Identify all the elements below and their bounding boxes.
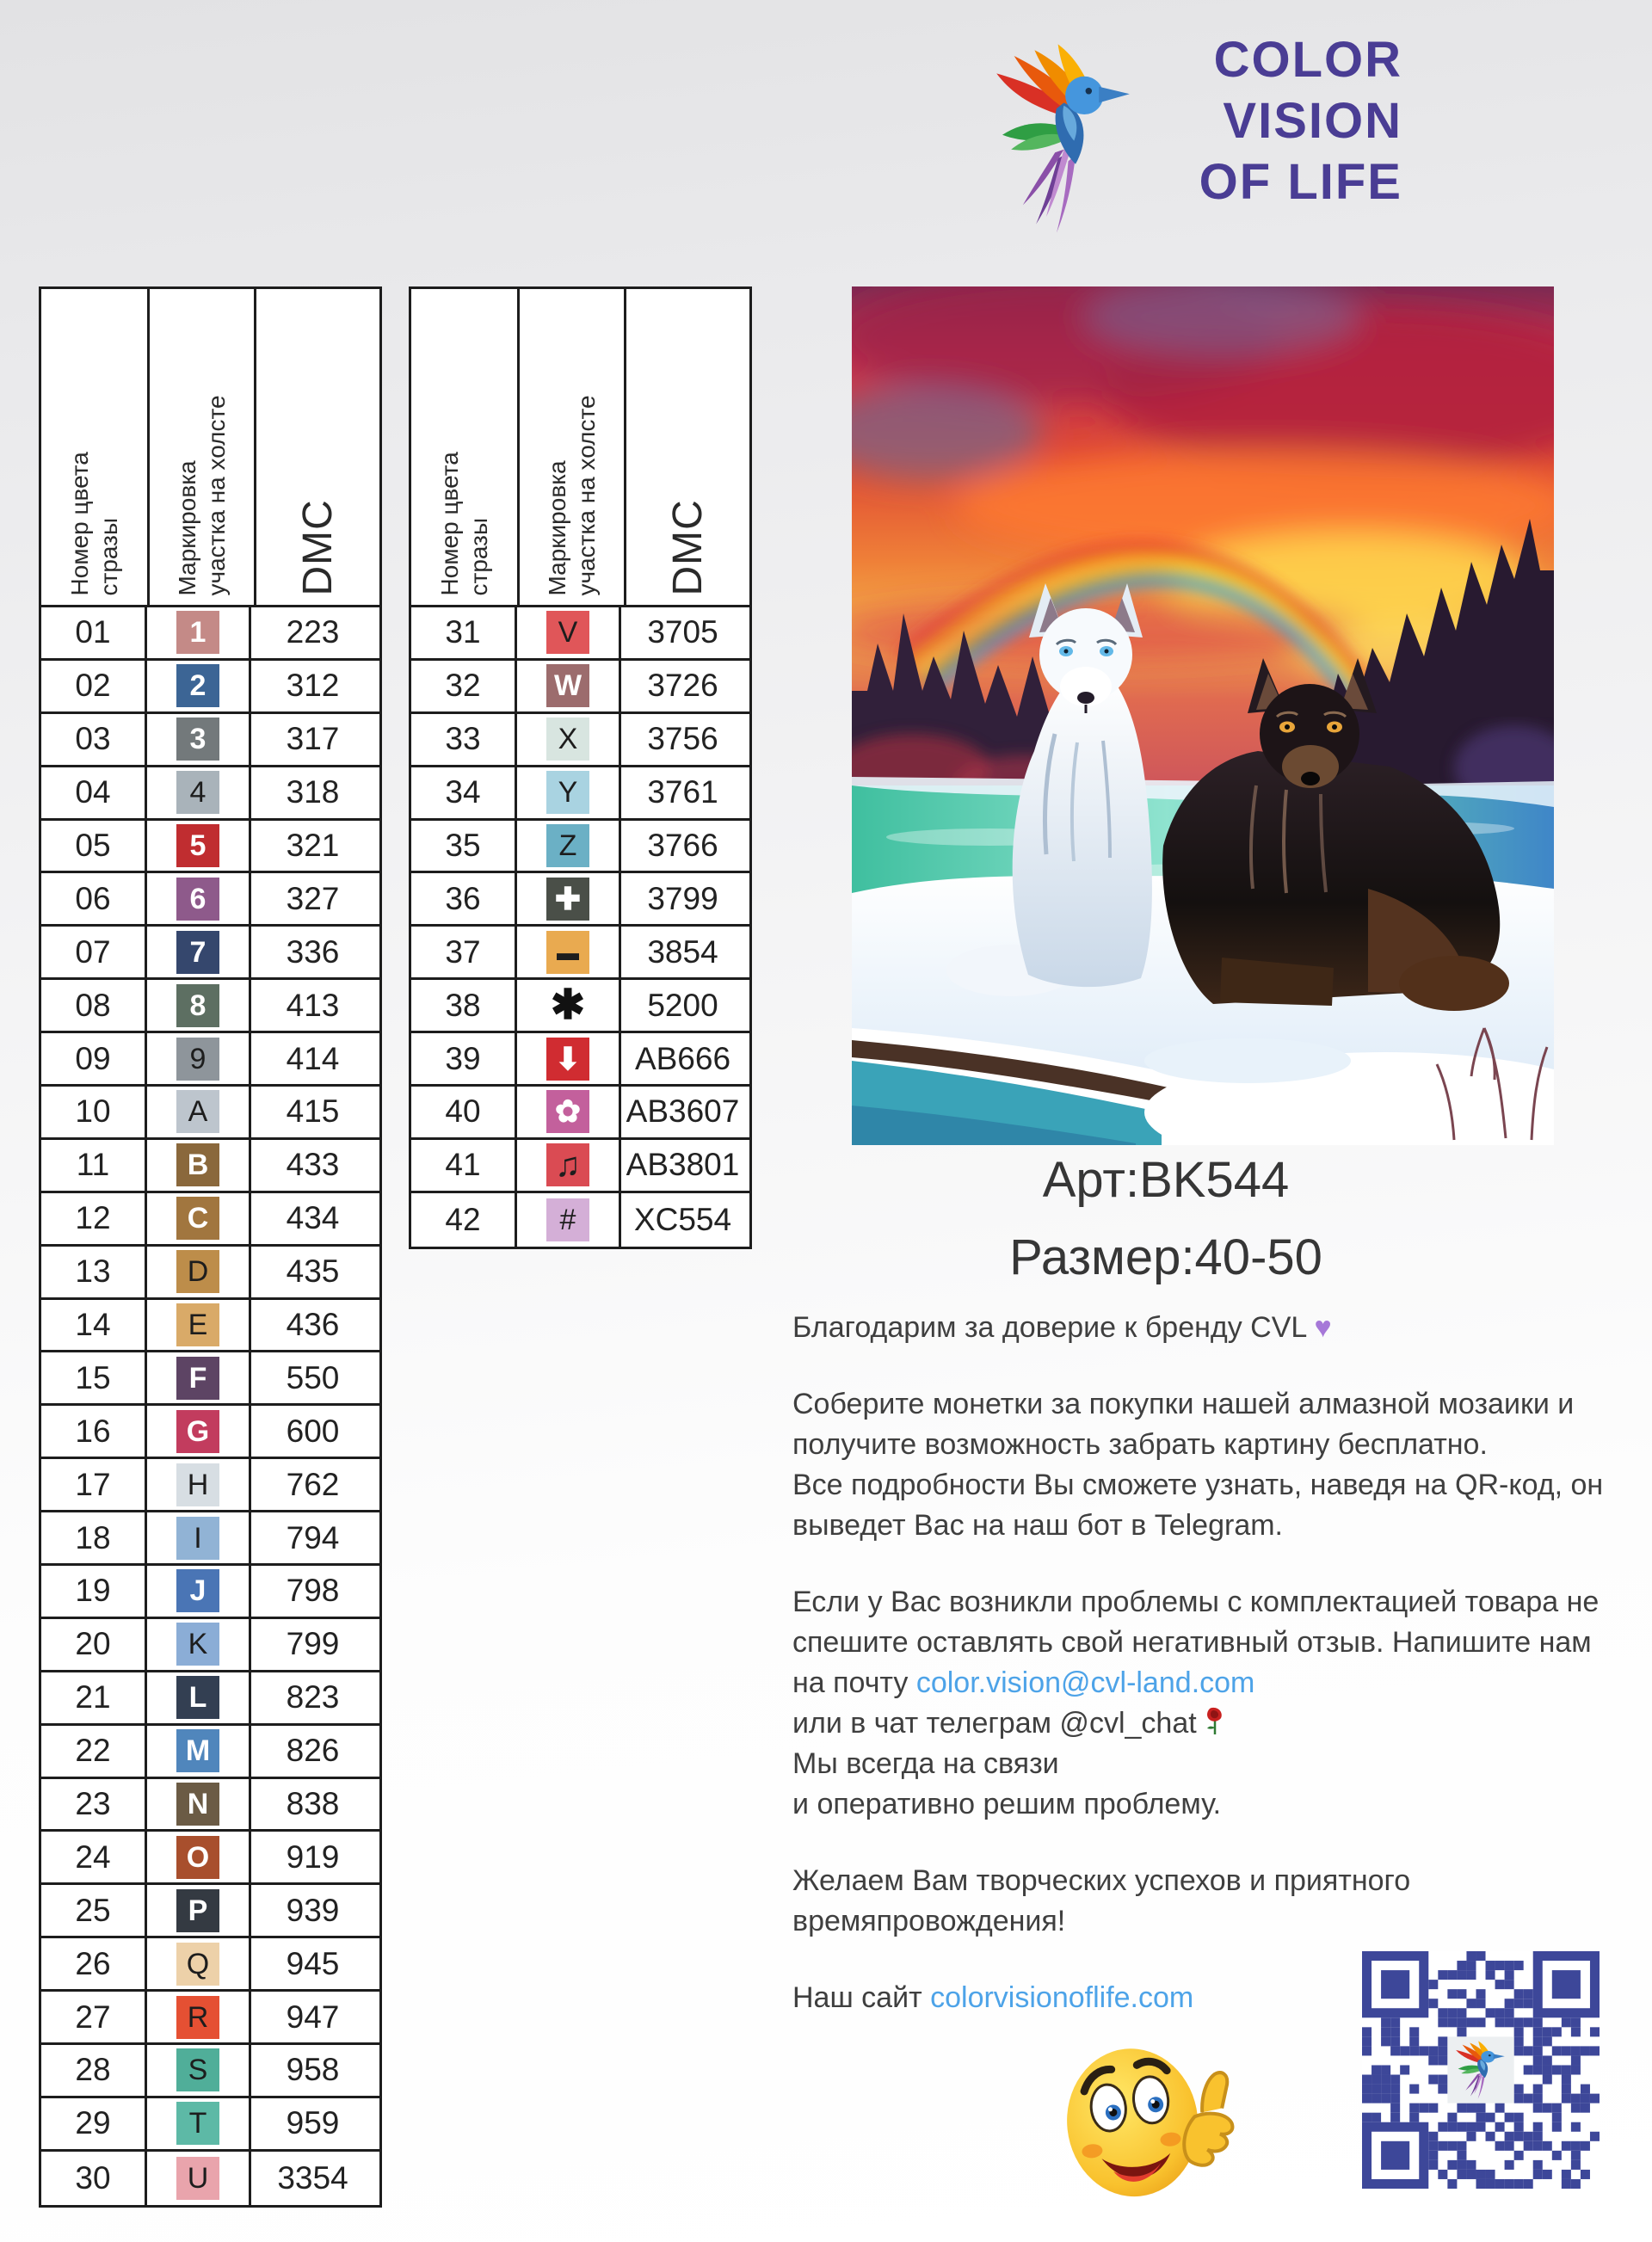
table-row (41, 821, 379, 874)
symbol-cell (517, 873, 621, 924)
dmc-code: 550 (286, 1359, 340, 1395)
table-row (411, 1087, 749, 1140)
symbol-swatch: # (546, 1198, 589, 1241)
symbol-swatch: Y (546, 771, 589, 814)
text-line (792, 1384, 1652, 1425)
table-row (41, 2152, 379, 2205)
color-number: 40 (411, 1087, 517, 1137)
table-row (41, 2045, 379, 2098)
table-row (41, 1247, 379, 1300)
color-number: 15 (41, 1352, 147, 1403)
symbol-cell (147, 1087, 251, 1137)
text-span: Благодарим за доверие к бренду CVL (792, 1311, 1315, 1344)
symbol-cell (147, 873, 251, 924)
symbol-cell (147, 1140, 251, 1191)
symbol-cell (147, 2152, 251, 2205)
symbol-cell (517, 927, 621, 977)
symbol-cell (147, 1193, 251, 1244)
symbol-swatch: B (176, 1143, 219, 1186)
rose-icon (1205, 1707, 1225, 1736)
symbol-swatch: 8 (176, 984, 219, 1027)
qr-code (1361, 1951, 1600, 2189)
dmc-code: 3354 (277, 2159, 348, 2196)
dmc-code: 958 (286, 2052, 340, 2088)
table-row (41, 1992, 379, 2045)
table-row (41, 1885, 379, 1938)
table-row (41, 714, 379, 767)
dmc-code: 3766 (647, 828, 718, 863)
table-row (41, 1193, 379, 1247)
color-number: 03 (41, 714, 147, 765)
col-header-number (411, 289, 520, 605)
color-number: 04 (41, 767, 147, 818)
dmc-code: 321 (286, 828, 340, 863)
dmc-code: 3756 (647, 721, 718, 757)
col-header-marking-line2: участка на холсте (572, 394, 600, 595)
symbol-cell (147, 607, 251, 658)
symbol-cell (517, 980, 621, 1031)
symbol-swatch: K (176, 1623, 219, 1666)
symbol-swatch: P (176, 1889, 219, 1932)
table-row (41, 1459, 379, 1512)
col-header-dmc: DMC (664, 498, 711, 595)
table-row (411, 821, 749, 874)
symbol-swatch: 6 (176, 878, 219, 921)
color-number: 26 (41, 1938, 147, 1989)
dmc-code: 947 (286, 1999, 340, 2035)
col-header-marking-line1: Маркировка (543, 459, 570, 595)
color-number: 19 (41, 1566, 147, 1617)
text-span: или в чат телеграм @cvl_chat (792, 1707, 1205, 1740)
symbol-swatch: H (176, 1463, 219, 1506)
article-number: Арт:BK544 (1042, 1152, 1290, 1208)
color-number: 30 (41, 2152, 147, 2205)
color-number: 39 (411, 1033, 517, 1084)
table-row (41, 1672, 379, 1726)
dmc-code: 336 (286, 933, 340, 970)
symbol-cell (147, 714, 251, 765)
text-span: Если у Вас возникли проблемы с комплектацией товара не (792, 1586, 1600, 1618)
symbol-swatch: D (176, 1250, 219, 1293)
dmc-code: 3854 (647, 933, 718, 970)
table-row (411, 873, 749, 927)
symbol-swatch: S (176, 2048, 219, 2091)
symbol-swatch: G (176, 1410, 219, 1453)
symbol-cell (147, 1832, 251, 1882)
symbol-cell (517, 1140, 621, 1191)
color-number: 18 (41, 1512, 147, 1563)
symbol-cell (517, 821, 621, 872)
dmc-code: 945 (286, 1945, 340, 1981)
text-span: Все подробности Вы сможете узнать, наведя на QR-код, он (792, 1469, 1604, 1501)
text-line (792, 1663, 1652, 1703)
table-row (41, 1566, 379, 1619)
table-row (41, 1352, 379, 1406)
symbol-swatch: O (176, 1836, 219, 1879)
symbol-cell (147, 1300, 251, 1351)
color-number: 02 (41, 661, 147, 711)
text-line (792, 1703, 1652, 1744)
symbol-cell (147, 1885, 251, 1936)
size-label: Размер:40-50 (1009, 1229, 1322, 1285)
text-span: получите возможность забрать картину бесплатно. (792, 1428, 1488, 1461)
color-number: 27 (41, 1992, 147, 2042)
color-number: 07 (41, 927, 147, 977)
text-line (792, 1784, 1652, 1825)
dmc-code: XC554 (633, 1201, 732, 1237)
table-row (41, 1726, 379, 1779)
dmc-code: 919 (286, 1839, 340, 1875)
color-number: 06 (41, 873, 147, 924)
color-number: 35 (411, 821, 517, 872)
text-span: времяпровождения! (792, 1905, 1066, 1937)
symbol-cell (517, 1193, 621, 1247)
table-row (411, 607, 749, 661)
symbol-cell (147, 1352, 251, 1403)
color-number: 01 (41, 607, 147, 658)
symbol-cell (147, 1459, 251, 1510)
dmc-code: 436 (286, 1307, 340, 1343)
text-span: Соберите монетки за покупки нашей алмазной мозаики и (792, 1388, 1575, 1420)
color-number: 14 (41, 1300, 147, 1351)
color-number: 05 (41, 821, 147, 872)
symbol-cell (517, 1033, 621, 1084)
text-line (792, 1582, 1652, 1623)
symbol-swatch: L (176, 1676, 219, 1719)
table-row (41, 1087, 379, 1140)
table-row (411, 1140, 749, 1193)
symbol-cell (147, 1779, 251, 1830)
text-line (792, 1861, 1652, 1901)
text-line (792, 1506, 1652, 1546)
dmc-code: 312 (286, 668, 340, 704)
table-row (41, 873, 379, 927)
color-number: 33 (411, 714, 517, 765)
symbol-swatch: Z (546, 824, 589, 867)
table-row (411, 1193, 749, 1247)
symbol-cell (517, 607, 621, 658)
dmc-code: AB3801 (626, 1147, 740, 1183)
symbol-swatch: J (176, 1569, 219, 1612)
table-row (41, 607, 379, 661)
text-line (792, 1623, 1652, 1663)
table-row (41, 1406, 379, 1459)
symbol-swatch: 9 (176, 1038, 219, 1081)
table-row (41, 661, 379, 714)
dmc-code: 826 (286, 1733, 340, 1769)
dmc-code: 414 (286, 1040, 340, 1076)
legend-table-header (411, 289, 749, 607)
color-number: 38 (411, 980, 517, 1031)
legend-table-2 (409, 286, 752, 1249)
text-span: спешите оставлять свой негативный отзыв. Напишите нам (792, 1626, 1592, 1659)
legend-table-body (411, 607, 749, 1247)
brand-bird-icon (988, 41, 1134, 246)
symbol-cell (517, 767, 621, 818)
symbol-cell (517, 1087, 621, 1137)
link[interactable]: color.vision@cvl-land.com (915, 1666, 1255, 1699)
col-header-marking-line1: Маркировка (173, 459, 200, 595)
table-row (41, 1619, 379, 1672)
symbol-swatch: ▬ (546, 931, 589, 974)
text-line (792, 1901, 1652, 1942)
symbol-cell (147, 1406, 251, 1457)
dmc-code: 3761 (647, 774, 718, 810)
symbol-swatch: 2 (176, 664, 219, 707)
symbol-swatch: E (176, 1303, 219, 1346)
dmc-code: 5200 (647, 987, 718, 1023)
dmc-code: 3705 (647, 614, 718, 650)
symbol-swatch: W (546, 664, 589, 707)
symbol-cell (147, 1619, 251, 1670)
symbol-swatch: T (176, 2102, 219, 2145)
text-line (792, 1308, 1652, 1348)
dmc-code: 317 (286, 721, 340, 757)
table-row (411, 714, 749, 767)
symbol-swatch: R (176, 1996, 219, 2039)
col-header-number-line1: Номер цвета (65, 451, 93, 595)
text-span: выведет Вас на наш бот в Telegram. (792, 1509, 1283, 1542)
symbol-swatch: A (176, 1090, 219, 1133)
color-number: 29 (41, 2098, 147, 2149)
symbol-swatch: ✚ (546, 878, 589, 921)
symbol-cell (147, 1512, 251, 1563)
table-row (41, 1033, 379, 1087)
legend-table-1 (39, 286, 382, 2208)
col-header-dmc: DMC (294, 498, 341, 595)
dmc-code: 794 (286, 1519, 340, 1555)
brand-line-3: OF LIFE (1199, 154, 1402, 210)
dmc-code: 3799 (647, 880, 718, 916)
color-number: 09 (41, 1033, 147, 1084)
text-line (792, 1425, 1652, 1465)
dmc-code: 762 (286, 1466, 340, 1502)
info-text-block (792, 1308, 1652, 2018)
color-number: 11 (41, 1140, 147, 1191)
dmc-code: 959 (286, 2105, 340, 2141)
symbol-cell (147, 2045, 251, 2096)
dmc-code: 799 (286, 1626, 340, 1662)
symbol-cell (517, 661, 621, 711)
brand-line-2: VISION (1223, 93, 1402, 149)
dmc-code: 600 (286, 1413, 340, 1449)
thumbs-up-smiley-icon (1057, 2017, 1242, 2233)
color-number: 21 (41, 1672, 147, 1723)
kit-picture-wolves (852, 286, 1554, 1145)
symbol-cell (147, 1992, 251, 2042)
text-span: на почту (792, 1666, 916, 1699)
symbol-swatch: ⬇ (546, 1038, 589, 1081)
text-span: Желаем Вам творческих успехов и приятного (792, 1864, 1411, 1897)
symbol-cell (147, 2098, 251, 2149)
symbol-swatch: I (176, 1517, 219, 1560)
table-row (411, 1033, 749, 1087)
symbol-cell (147, 1938, 251, 1989)
symbol-cell (147, 1033, 251, 1084)
color-number: 28 (41, 2045, 147, 2096)
symbol-swatch: 5 (176, 824, 219, 867)
symbol-cell (147, 1247, 251, 1297)
symbol-cell (147, 661, 251, 711)
col-header-marking (150, 289, 256, 605)
dmc-code: 415 (286, 1093, 340, 1130)
symbol-swatch: 3 (176, 718, 219, 761)
col-header-number-line1: Номер цвета (435, 451, 463, 595)
color-number: 25 (41, 1885, 147, 1936)
table-row (41, 767, 379, 821)
dmc-code: 413 (286, 987, 340, 1023)
color-number: 16 (41, 1406, 147, 1457)
brand-line-1: COLOR (1213, 32, 1402, 88)
table-row (41, 1300, 379, 1353)
color-number: 41 (411, 1140, 517, 1191)
color-number: 34 (411, 767, 517, 818)
symbol-swatch: M (176, 1729, 219, 1772)
link[interactable]: colorvisionoflife.com (930, 1981, 1194, 2014)
symbol-cell (517, 714, 621, 765)
text-span: Мы всегда на связи (792, 1747, 1059, 1780)
symbol-swatch: C (176, 1197, 219, 1240)
color-number: 31 (411, 607, 517, 658)
table-row (41, 1779, 379, 1832)
dmc-code: 823 (286, 1679, 340, 1715)
color-number: 23 (41, 1779, 147, 1830)
symbol-swatch: 7 (176, 931, 219, 974)
symbol-swatch: N (176, 1783, 219, 1826)
color-number: 32 (411, 661, 517, 711)
table-row (41, 1140, 379, 1193)
symbol-swatch: Q (176, 1943, 219, 1986)
dmc-code: 223 (286, 614, 340, 650)
dmc-code: 838 (286, 1786, 340, 1822)
color-number: 12 (41, 1193, 147, 1244)
dmc-code: 798 (286, 1573, 340, 1609)
symbol-swatch: X (546, 718, 589, 761)
symbol-swatch: V (546, 611, 589, 654)
dmc-code: 434 (286, 1200, 340, 1236)
table-row (41, 1512, 379, 1566)
table-row (411, 980, 749, 1033)
color-number: 17 (41, 1459, 147, 1510)
symbol-swatch: 4 (176, 771, 219, 814)
dmc-code: AB666 (634, 1040, 731, 1076)
text-span: Наш сайт (792, 1981, 931, 2014)
color-number: 36 (411, 873, 517, 924)
col-header-marking-line2: участка на холсте (202, 394, 230, 595)
color-number: 20 (41, 1619, 147, 1670)
symbol-cell (147, 821, 251, 872)
symbol-cell (147, 980, 251, 1031)
table-row (41, 2098, 379, 2152)
legend-table-header (41, 289, 379, 607)
table-row (41, 1938, 379, 1992)
symbol-swatch: U (176, 2157, 219, 2200)
dmc-code: 3726 (647, 668, 718, 704)
dmc-code: 318 (286, 774, 340, 810)
legend-table-body (41, 607, 379, 2205)
color-number: 13 (41, 1247, 147, 1297)
table-row (41, 980, 379, 1033)
table-row (41, 927, 379, 980)
table-row (411, 661, 749, 714)
text-line (792, 1744, 1652, 1784)
symbol-swatch: ✿ (546, 1090, 589, 1133)
symbol-cell (147, 1726, 251, 1777)
dmc-code: 433 (286, 1147, 340, 1183)
text-line (792, 1465, 1652, 1506)
col-header-number-line2: стразы (95, 517, 122, 595)
symbol-cell (147, 1566, 251, 1617)
dmc-code: 435 (286, 1253, 340, 1290)
col-header-number (41, 289, 150, 605)
symbol-swatch: ✱ (550, 982, 586, 1028)
symbol-swatch: ♫ (546, 1143, 589, 1186)
table-row (41, 1832, 379, 1885)
symbol-swatch: F (176, 1357, 219, 1400)
symbol-cell (147, 767, 251, 818)
color-number: 37 (411, 927, 517, 977)
color-number: 08 (41, 980, 147, 1031)
table-row (411, 767, 749, 821)
brand-wordmark (1119, 29, 1402, 212)
col-header-number-line2: стразы (465, 517, 492, 595)
symbol-cell (147, 927, 251, 977)
text-span: и оперативно решим проблему. (792, 1788, 1222, 1820)
color-number: 22 (41, 1726, 147, 1777)
dmc-code: AB3607 (626, 1093, 740, 1130)
table-row (411, 927, 749, 980)
color-number: 42 (411, 1193, 517, 1247)
symbol-cell (147, 1672, 251, 1723)
color-number: 10 (41, 1087, 147, 1137)
color-number: 24 (41, 1832, 147, 1882)
symbol-swatch: 1 (176, 611, 219, 654)
dmc-code: 939 (286, 1892, 340, 1928)
dmc-code: 327 (286, 880, 340, 916)
purple-heart-icon: ♥ (1314, 1311, 1332, 1344)
col-header-marking (520, 289, 626, 605)
